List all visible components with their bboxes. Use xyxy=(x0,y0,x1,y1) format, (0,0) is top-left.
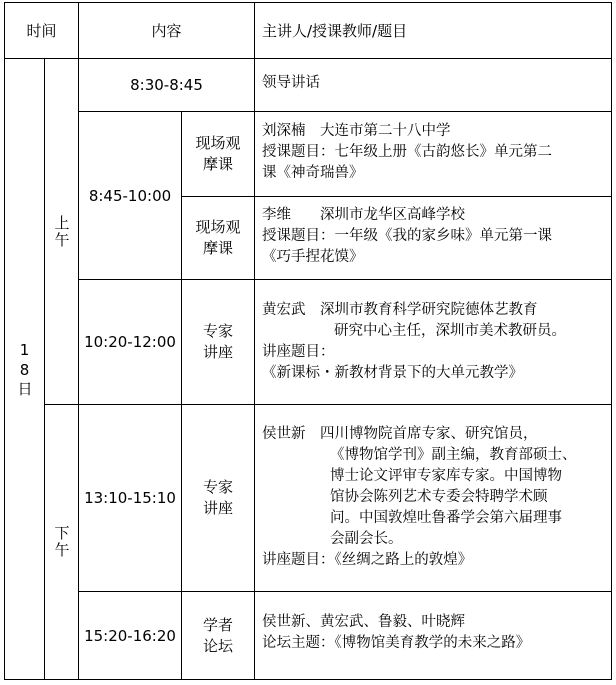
speaker-line: 《新课标・新教材背景下的大单元教学》 xyxy=(262,365,523,381)
date-label xyxy=(5,59,44,679)
speaker-line: 会副会长。 xyxy=(330,531,403,547)
speaker-line: 侯世新、黄宏武、鲁毅、叶晓辉 xyxy=(262,614,465,630)
row-speaker xyxy=(262,121,552,184)
period-afternoon-text: 下午 xyxy=(52,525,71,559)
header-time: 时间 xyxy=(26,21,57,40)
speaker-line: 《巧手捏花馍》 xyxy=(262,249,364,265)
row-speaker xyxy=(262,612,530,654)
speaker-line: 《博物馆学刊》副主编，教育部硕士、 xyxy=(330,447,577,463)
header-speaker: 主讲人/授课教师/题目 xyxy=(262,21,408,40)
row-time: 8:30-8:45 xyxy=(130,76,203,94)
speaker-line: 论坛主题：《博物馆美育教学的未来之路》 xyxy=(262,635,531,651)
row-time: 13:10-15:10 xyxy=(84,489,176,507)
row-type-text: 现场观摩课 xyxy=(195,134,241,173)
row-speaker xyxy=(262,73,320,94)
row-type-text: 专家讲座 xyxy=(202,478,233,517)
speaker-line: 讲座题目： xyxy=(262,344,335,360)
row-type-text: 现场观摩课 xyxy=(195,218,241,257)
row-time: 10:20-12:00 xyxy=(84,333,176,351)
header-content: 内容 xyxy=(151,21,182,40)
rule xyxy=(254,2,255,680)
speaker-line: 研究中心主任，深圳市美术教研员。 xyxy=(334,323,566,339)
row-speaker xyxy=(262,424,577,571)
row-type xyxy=(182,280,254,404)
speaker-line: 侯世新 四川博物院首席专家、研究馆员， xyxy=(262,426,538,442)
speaker-line: 问。中国敦煌吐鲁番学会第六届理事 xyxy=(330,510,562,526)
row-time: 15:20-16:20 xyxy=(84,626,176,645)
rule xyxy=(611,2,612,680)
period-morning-text: 上午 xyxy=(52,214,71,249)
period-morning xyxy=(45,59,78,404)
row-speaker xyxy=(262,300,566,384)
row-type-text: 学者论坛 xyxy=(202,615,233,655)
speaker-line: 博士论文评审专家库专家。中国博物 xyxy=(330,468,562,484)
speaker-line: 黄宏武 深圳市教育科学研究院德体艺教育 xyxy=(262,302,538,318)
rule xyxy=(4,679,612,680)
row-speaker xyxy=(262,205,552,268)
row-type xyxy=(182,197,254,279)
speaker-line: 课《神奇瑞兽》 xyxy=(262,165,364,181)
date-text: 18日 xyxy=(15,340,34,398)
speaker-line: 李维 深圳市龙华区高峰学校 xyxy=(262,207,465,223)
speaker-line: 领导讲话 xyxy=(262,75,320,91)
row-time: 8:45-10:00 xyxy=(88,186,172,205)
row-type xyxy=(182,592,254,679)
speaker-line: 授课题目：一年级《我的家乡味》单元第一课 xyxy=(262,228,552,244)
row-type-text: 专家讲座 xyxy=(202,322,233,361)
speaker-line: 讲座题目：《丝绸之路上的敦煌》 xyxy=(262,552,473,568)
row-type xyxy=(182,112,254,196)
speaker-line: 馆协会陈列艺术专委会特聘学术顾 xyxy=(330,489,548,505)
speaker-line: 授课题目：七年级上册《古韵悠长》单元第二 xyxy=(262,144,552,160)
row-type xyxy=(182,405,254,591)
period-afternoon xyxy=(45,405,78,679)
speaker-line: 刘深楠 大连市第二十八中学 xyxy=(262,123,451,139)
